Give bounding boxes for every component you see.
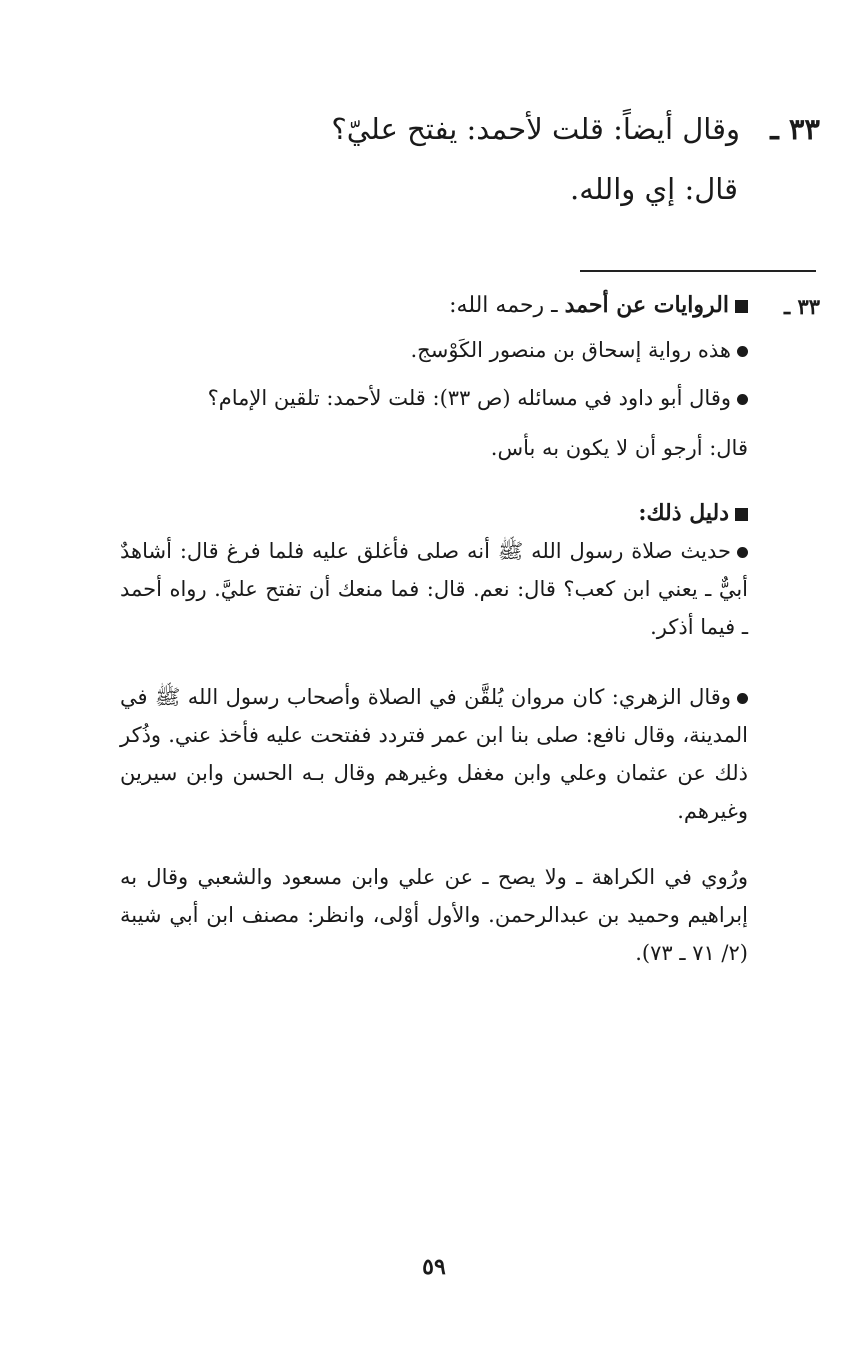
round-bullet-icon bbox=[737, 547, 748, 558]
footnote-bullet-2 bbox=[208, 386, 748, 410]
zuhri-text: وقال الزهري: كان مروان يُلقَّن في الصلاة وأصحاب رسول الله ﷺ في المدينة، وقال نافع: صلى بنا ابن عمر فتردد ففتحت عليه فأخذ عني. وذُكر ذلك عن عثمان وعلي وابن مغفل وغيرهم وقال بـه الحسن وابن سيرين وغيرهم. bbox=[120, 685, 748, 823]
round-bullet-icon bbox=[737, 346, 748, 357]
footnote-heading-suffix: ـ رحمه الله: bbox=[449, 293, 558, 318]
main-answer: قال: إي والله. bbox=[570, 172, 738, 206]
footnote-divider bbox=[580, 270, 816, 272]
entry-number: ٣٣ ـ bbox=[770, 112, 820, 146]
evidence-heading bbox=[638, 500, 748, 526]
round-bullet-icon bbox=[737, 394, 748, 405]
hadith-text: حديث صلاة رسول الله ﷺ أنه صلى فأغلق عليه فلما فرغ قال: أشاهدٌ أبيٌّ ـ يعني ابن كعب؟ قال: نعم. قال: فما منعك أن تفتح عليَّ. رواه أحمد ـ فيما أذكر. bbox=[120, 539, 748, 639]
footnote-heading-label: الروايات عن أحمد bbox=[564, 292, 729, 318]
square-bullet-icon bbox=[735, 508, 748, 521]
main-question: وقال أيضاً: قلت لأحمد: يفتح عليّ؟ bbox=[331, 112, 740, 146]
footnote-heading bbox=[449, 292, 748, 318]
footnote-number: ٣٣ ـ bbox=[783, 294, 820, 319]
karaha-paragraph: ورُوي في الكراهة ـ ولا يصح ـ عن علي وابن مسعود والشعبي وقال به إبراهيم وحميد بن عبدالرحمن. والأول أوْلى، وانظر: مصنف ابن أبي شيبة (٢/ ٧١ ـ ٧٣). bbox=[120, 865, 748, 965]
bullet-2-text: وقال أبو داود في مسائله (ص ٣٣): قلت لأحمد: تلقين الإمام؟ bbox=[207, 386, 731, 410]
hadith-paragraph bbox=[120, 532, 748, 646]
footnote-bullet-1 bbox=[411, 338, 749, 362]
evidence-heading-label: دليل ذلك: bbox=[638, 500, 729, 526]
round-bullet-icon bbox=[737, 693, 748, 704]
bullet-1-text: هذه رواية إسحاق بن منصور الكَوْسج. bbox=[410, 338, 731, 362]
zuhri-paragraph bbox=[120, 678, 748, 830]
page-number: ٥٩ bbox=[422, 1254, 446, 1280]
square-bullet-icon bbox=[735, 300, 748, 313]
bullet-2-answer: قال: أرجو أن لا يكون به بأس. bbox=[490, 436, 748, 460]
